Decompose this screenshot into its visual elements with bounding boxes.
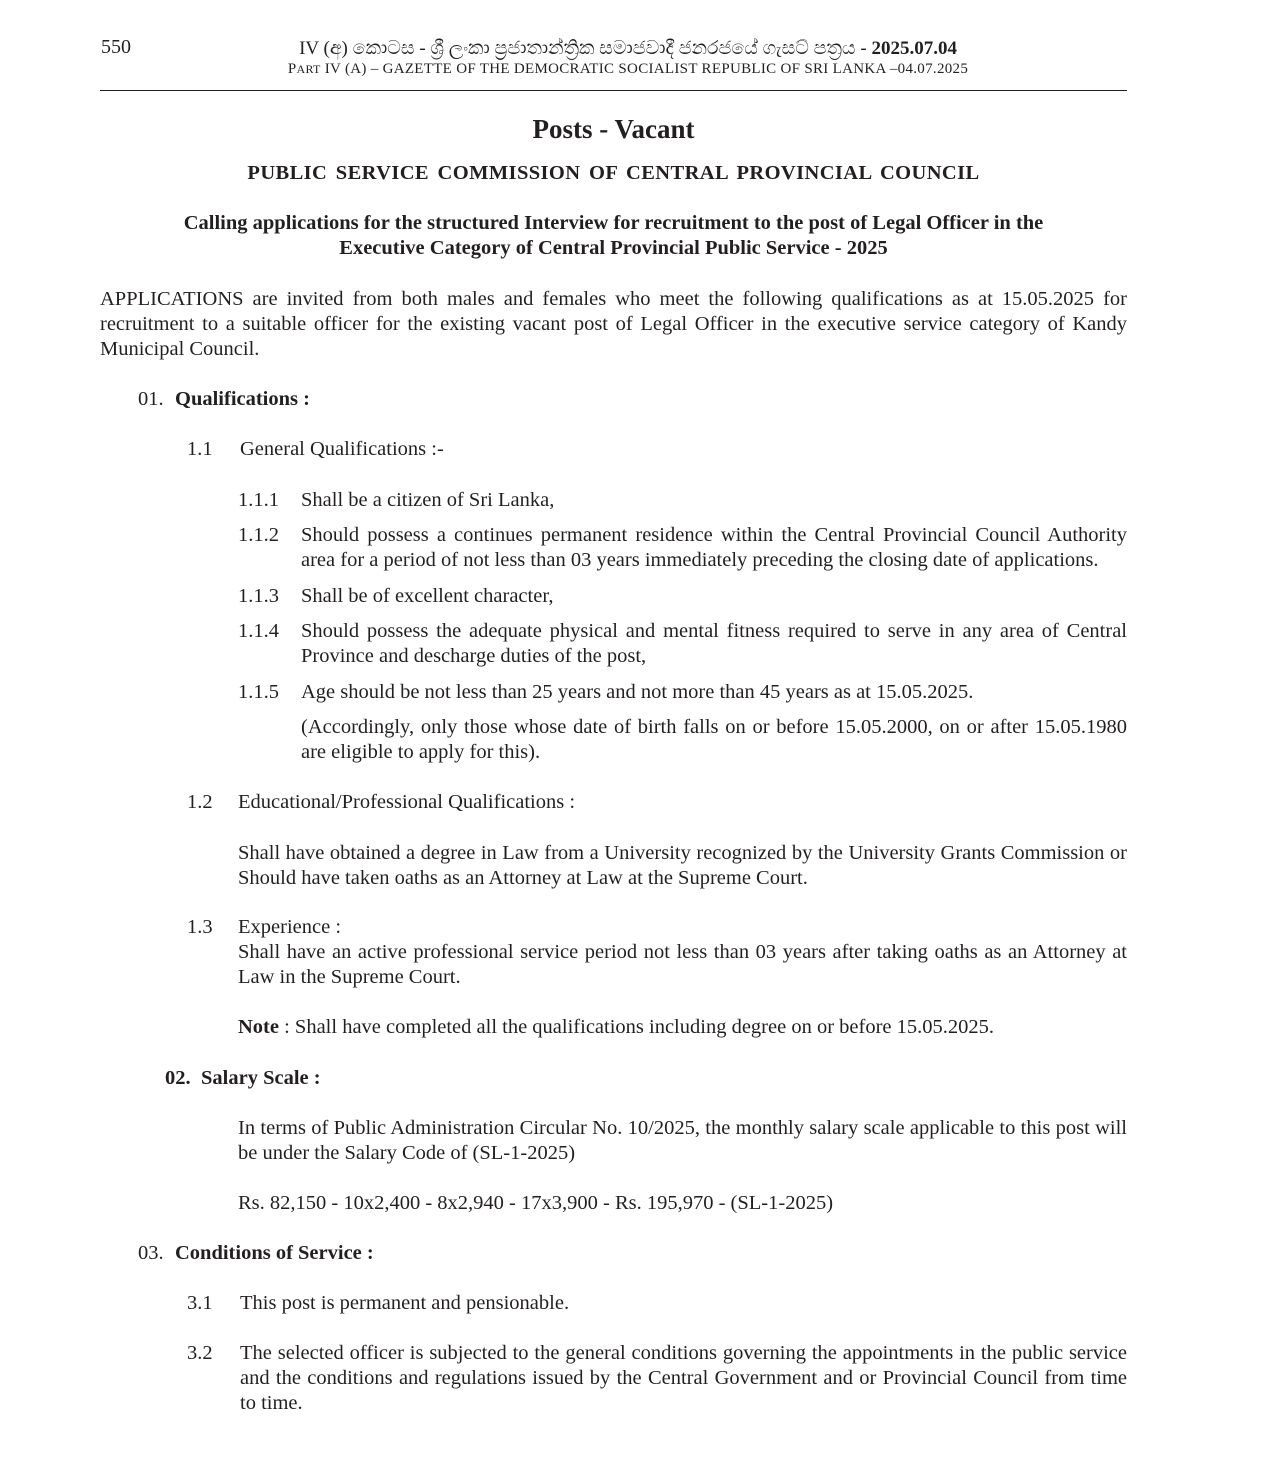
item-3-2-number: 3.2 <box>187 1342 213 1364</box>
item-1-1-3-number: 1.1.3 <box>238 585 279 607</box>
experience-note-label: Note <box>238 1016 279 1038</box>
experience-note <box>238 1015 994 1040</box>
section-1-2-number: 1.2 <box>187 791 213 813</box>
notice-title-line-2: Executive Category of Central Provincial Public Service - 2025 <box>339 237 888 259</box>
header-part-cap: P <box>287 61 297 77</box>
section-1-3-heading: Experience : <box>238 916 342 938</box>
header-sinhala-title: IV (අ) කොටස - ශ්‍රී ලංකා ප්‍රජාතාන්ත්‍රික සමාජවාදී ජනරජයේ ගැසට් පත්‍රය - <box>299 38 867 59</box>
section-2-number: 02. <box>165 1067 191 1089</box>
age-eligibility-note: (Accordingly, only those whose date of birth falls on or before 15.05.2000, on or after 15.05.1980 are eligible to apply for this). <box>301 716 1127 763</box>
header-english <box>120 59 1136 79</box>
item-1-1-4-text: Should possess the adequate physical and mental fitness required to serve in any area of Central Province and descharge duties of the post, <box>301 620 1127 667</box>
section-1-3-number: 1.3 <box>187 916 213 938</box>
header-rule <box>100 90 1127 91</box>
section-1-1-number: 1.1 <box>187 438 213 460</box>
item-1-1-2-number: 1.1.2 <box>238 524 279 546</box>
header-english-title: IV (A) – GAZETTE OF THE DEMOCRATIC SOCIALIST REPUBLIC OF SRI LANKA –04.07.2025 <box>320 61 969 77</box>
item-1-1-1-text: Shall be a citizen of Sri Lanka, <box>301 489 555 511</box>
experience-note-text: : Shall have completed all the qualifications including degree on or before 15.05.2025. <box>278 1016 995 1038</box>
salary-scale: Rs. 82,150 - 10x2,400 - 8x2,940 - 17x3,900 - Rs. 195,970 - (SL-1-2025) <box>238 1192 834 1214</box>
item-1-1-5-text: Age should be not less than 25 years and not more than 45 years as at 15.05.2025. <box>301 681 974 703</box>
item-1-1-4-number: 1.1.4 <box>238 620 279 642</box>
item-3-2-text: The selected officer is subjected to the general conditions governing the appointments in the public service and the conditions and regulations issued by the Central Government and or Provincial Council from time to time. <box>240 1342 1127 1414</box>
page-number: 550 <box>101 36 131 58</box>
section-1-1-heading: General Qualifications :- <box>240 438 444 460</box>
item-1-1-5-number: 1.1.5 <box>238 681 279 703</box>
item-1-1-3-text: Shall be of excellent character, <box>301 585 554 607</box>
intro-paragraph: APPLICATIONS are invited from both males and females who meet the following qualifications as at 15.05.2025 for recruitment to a suitable officer for the existing vacant post of Legal Officer in the executive service category of Kandy Municipal Council. <box>100 288 1127 360</box>
section-1-number: 01. <box>138 388 164 410</box>
section-3-heading: Conditions of Service : <box>175 1242 374 1264</box>
header-sinhala-date: 2025.07.04 <box>871 38 957 59</box>
section-1-2-text: Shall have obtained a degree in Law from a University recognized by the University Grants Commission or Should have taken oaths as an Attorney at Law at the Supreme Court. <box>238 842 1127 889</box>
section-2-heading: Salary Scale : <box>201 1067 321 1089</box>
commission-heading: PUBLIC SERVICE COMMISSION OF CENTRAL PROVINCIAL COUNCIL <box>247 162 980 184</box>
salary-paragraph: In terms of Public Administration Circular No. 10/2025, the monthly salary scale applicable to this post will be under the Salary Code of (SL-1-2025) <box>238 1117 1127 1164</box>
section-3-number: 03. <box>138 1242 164 1264</box>
item-1-1-2-text: Should possess a continues permanent residence within the Central Provincial Council Authority area for a period of not less than 03 years immediately preceding the closing date of applications. <box>301 524 1127 571</box>
item-3-1-number: 3.1 <box>187 1292 213 1314</box>
section-1-2-heading: Educational/Professional Qualifications : <box>238 791 576 813</box>
header-part-small: ART <box>296 62 321 76</box>
notice-title-line-1: Calling applications for the structured Interview for recruitment to the post of Legal Officer in the <box>183 212 1044 234</box>
header-sinhala <box>120 37 1136 61</box>
notice-title <box>100 211 1127 261</box>
section-title: Posts - Vacant <box>532 114 695 144</box>
section-1-heading: Qualifications : <box>175 388 310 410</box>
item-3-1-text: This post is permanent and pensionable. <box>240 1292 570 1314</box>
item-1-1-1-number: 1.1.1 <box>238 489 279 511</box>
section-1-3-text: Shall have an active professional service period not less than 03 years after taking oaths as an Attorney at Law in the Supreme Court. <box>238 941 1127 988</box>
